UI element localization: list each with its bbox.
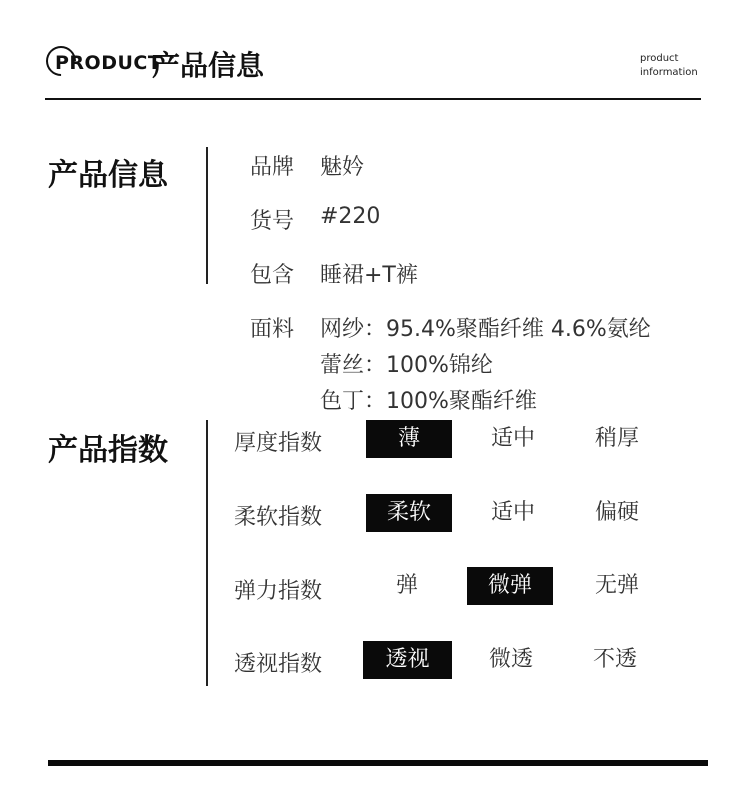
header-small-line-1: product [640, 53, 679, 64]
fabric-line-lace: 蕾丝：100%锦纶 [320, 353, 493, 378]
info-section-title: 产品信息 [48, 158, 168, 193]
index-label-transparency: 透视指数 [234, 652, 323, 677]
bottom-divider-bar [48, 760, 708, 766]
transparency-option-see-through: 透视 [363, 641, 452, 679]
thickness-option-medium: 适中 [490, 426, 535, 451]
info-label-contents: 包含 [250, 263, 295, 288]
info-label-brand: 品牌 [250, 155, 295, 180]
thickness-option-thin: 薄 [366, 420, 452, 458]
info-value-sku: #220 [320, 204, 381, 229]
info-label-sku: 货号 [250, 209, 295, 234]
header-title: 产品信息 [152, 49, 265, 82]
elasticity-option-slight: 微弹 [467, 567, 553, 605]
info-vertical-divider [206, 147, 208, 284]
header-divider [45, 98, 701, 100]
thickness-option-thick: 稍厚 [594, 426, 639, 451]
index-vertical-divider [206, 420, 208, 686]
fabric-line-satin: 色丁：100%聚酯纤维 [320, 389, 537, 414]
fabric-line-mesh: 网纱：95.4%聚酯纤维 4.6%氨纶 [320, 317, 651, 342]
info-label-fabric: 面料 [250, 317, 295, 342]
header-english-title: PRODUCT [55, 52, 162, 74]
elasticity-option-none: 无弹 [594, 573, 639, 598]
info-value-contents: 睡裙+T裤 [320, 263, 418, 288]
header-small-line-2: information [640, 67, 698, 78]
index-section-title: 产品指数 [48, 433, 168, 468]
transparency-option-opaque: 不透 [592, 647, 637, 672]
index-label-softness: 柔软指数 [234, 505, 323, 530]
softness-option-soft: 柔软 [366, 494, 452, 532]
index-label-elasticity: 弹力指数 [234, 579, 323, 604]
transparency-option-slight: 微透 [488, 647, 533, 672]
index-label-thickness: 厚度指数 [234, 431, 323, 456]
elasticity-option-elastic: 弹 [395, 573, 418, 598]
softness-option-hard: 偏硬 [594, 500, 639, 525]
info-value-brand: 魅妗 [320, 155, 365, 180]
softness-option-medium: 适中 [490, 500, 535, 525]
